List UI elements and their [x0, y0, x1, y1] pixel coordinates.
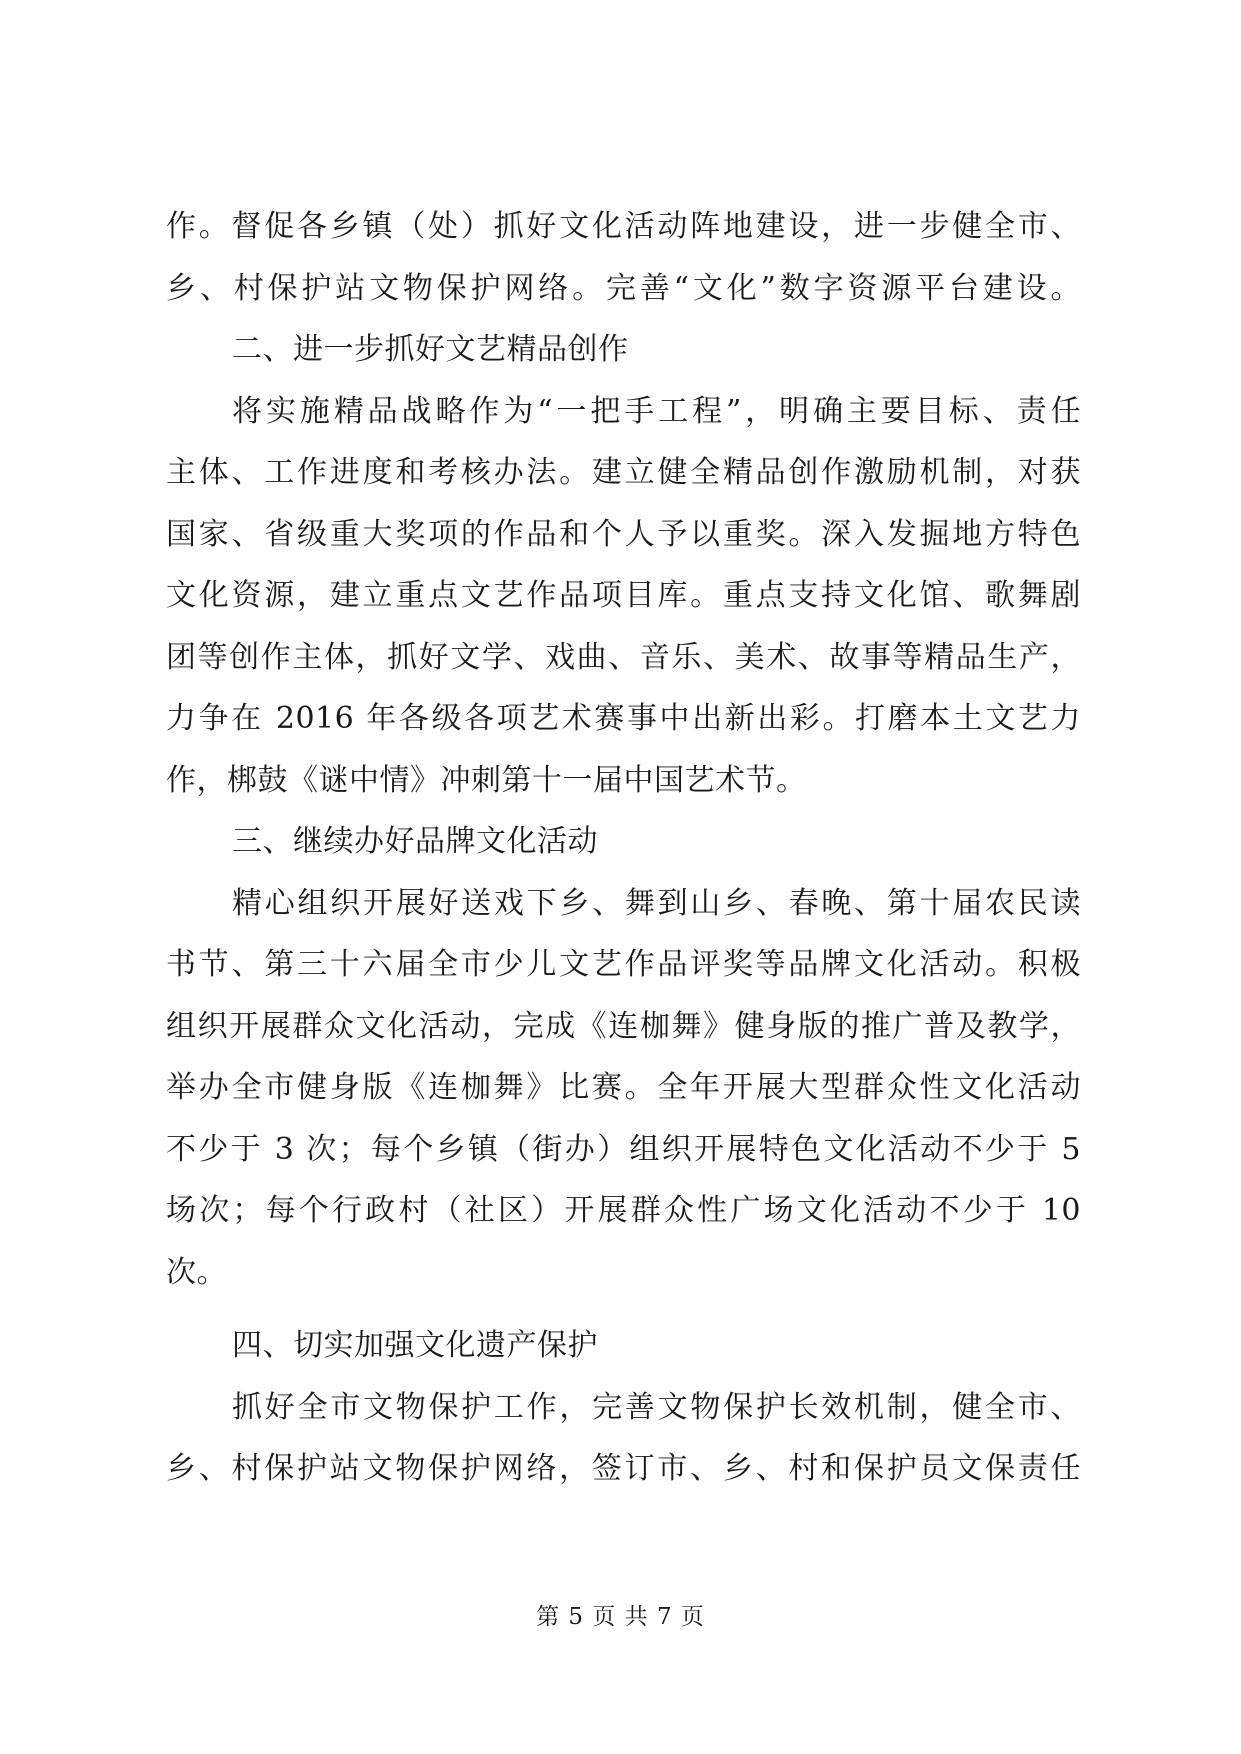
text-line: 主体、工作进度和考核办法。建立健全精品创作激励机制，对获	[166, 455, 1081, 490]
text-line: 团等创作主体，抓好文学、戏曲、音乐、美术、故事等精品生产，	[166, 639, 1081, 675]
text-line: 举办全市健身版《连枷舞》比赛。全年开展大型群众性文化活动	[166, 1070, 1081, 1105]
text-line: 作，梆鼓《谜中情》冲刺第十一届中国艺术节。	[166, 762, 807, 798]
section-heading: 二、进一步抓好文艺精品创作	[232, 332, 629, 367]
text-line: 文化资源，建立重点文艺作品项目库。重点支持文化馆、歌舞剧	[166, 578, 1081, 613]
text-line: 国家、省级重大奖项的作品和个人予以重奖。深入发掘地方特色	[166, 516, 1081, 552]
page-number-footer: 第 5 页 共 7 页	[536, 1604, 705, 1630]
text-line: 次。	[166, 1254, 227, 1290]
text-line: 将实施精品战略作为“一把手工程”，明确主要目标、责任	[232, 393, 1081, 429]
text-line: 书节、第三十六届全市少儿文艺作品评奖等品牌文化活动。积极	[166, 947, 1081, 982]
text-line: 力争在 2016 年各级各项艺术赛事中出新出彩。打磨本土文艺力	[166, 701, 1081, 736]
text-line: 抓好全市文物保护工作，完善文物保护长效机制，健全市、	[232, 1389, 1081, 1425]
text-line: 不少于 3 次；每个乡镇（街办）组织开展特色文化活动不少于 5	[166, 1131, 1081, 1167]
section-heading: 四、切实加强文化遗产保护	[232, 1328, 598, 1363]
document-body	[166, 196, 1081, 1500]
text-line: 乡、村保护站文物保护网络，签订市、乡、村和保护员文保责任	[166, 1451, 1081, 1486]
text-line: 组织开展群众文化活动，完成《连枷舞》健身版的推广普及教学，	[166, 1008, 1081, 1044]
text-line: 精心组织开展好送戏下乡、舞到山乡、春晚、第十届农民读	[232, 885, 1081, 921]
text-line: 作。督促各乡镇（处）抓好文化活动阵地建设，进一步健全市、	[166, 209, 1081, 244]
section-heading: 三、继续办好品牌文化活动	[232, 824, 598, 859]
text-line: 场次；每个行政村（社区）开展群众性广场文化活动不少于 10	[166, 1193, 1081, 1228]
text-line: 乡、村保护站文物保护网络。完善“文化”数字资源平台建设。	[166, 270, 1081, 306]
